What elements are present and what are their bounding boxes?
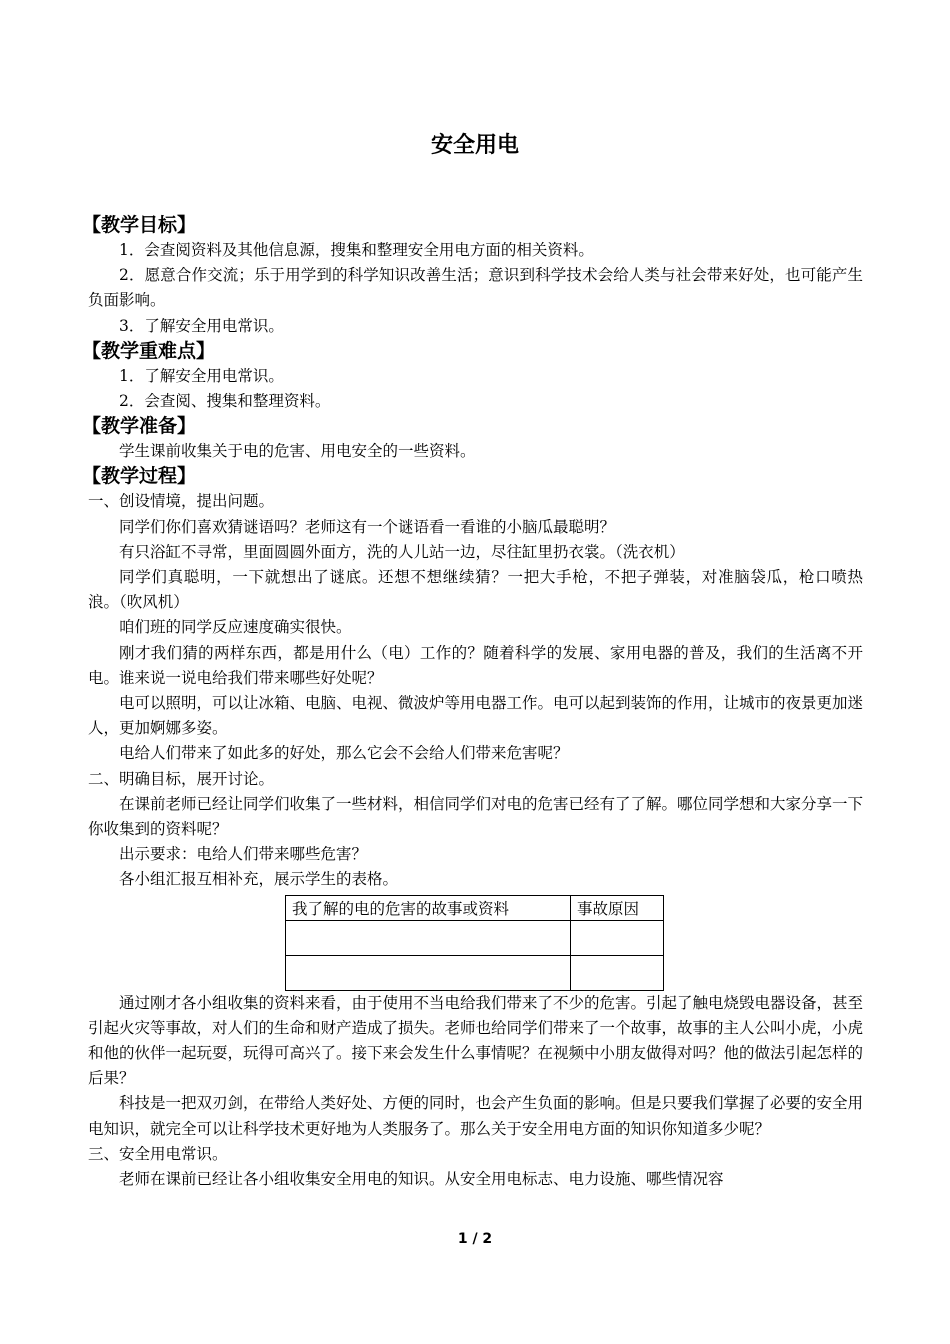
table-row	[286, 920, 664, 955]
paragraph: 科技是一把双刃剑，在带给人类好处、方便的同时，也会产生负面的影响。但是只要我们掌握了必要的安全用电知识，就完全可以让科学技术更好地为人类服务了。那么关于安全用电方面的知识你知道多少呢？	[88, 1094, 864, 1138]
section-heading-preparation: 【教学准备】	[82, 415, 197, 438]
paragraph: 同学们你们喜欢猜谜语吗？老师这有一个谜语看一看谁的小脑瓜最聪明？	[119, 517, 616, 536]
document-body	[82, 213, 864, 1192]
page-number: 1 / 2	[457, 1231, 493, 1247]
table-row	[286, 955, 664, 990]
table-cell	[571, 955, 664, 990]
key-point-item: 1．了解安全用电常识。	[119, 366, 284, 385]
paragraph: 电可以照明，可以让冰箱、电脑、电视、微波炉等用电器工作。电可以起到装饰的作用，让城市的夜景更加迷人，更加婀娜多姿。	[88, 694, 864, 738]
section-heading-key-points: 【教学重难点】	[82, 339, 216, 362]
danger-story-table	[285, 895, 664, 991]
page-title: 安全用电	[430, 133, 519, 158]
key-point-item: 2．会查阅、搜集和整理资料。	[119, 392, 331, 411]
goal-item: 2．愿意合作交流；乐于用学到的科学知识改善生活；意识到科学技术会给人类与社会带来好处，也可能产生负面影响。	[88, 266, 863, 310]
part1-title: 一、创设情境，提出问题。	[88, 492, 275, 511]
goal-item: 1．会查阅资料及其他信息源，搜集和整理安全用电方面的相关资料。	[119, 241, 594, 259]
paragraph: 电给人们带来了如此多的好处，那么它会不会给人们带来危害呢？	[119, 744, 569, 763]
section-heading-process: 【教学过程】	[82, 465, 197, 488]
section-heading-goals: 【教学目标】	[82, 214, 197, 236]
table-header-row	[286, 895, 664, 920]
table-header-story: 我了解的电的危害的故事或资料	[286, 895, 571, 920]
paragraph: 咱们班的同学反应速度确实很快。	[119, 618, 352, 637]
paragraph: 同学们真聪明，一下就想出了谜底。还想不想继续猜？一把大手枪，不把子弹装，对准脑袋瓜，枪口喷热浪。（吹风机）	[88, 568, 863, 612]
paragraph: 有只浴缸不寻常，里面圆圆外面方，洗的人儿站一边，尽往缸里扔衣裳。（洗衣机）	[119, 542, 685, 561]
part2-title: 二、明确目标，展开讨论。	[88, 769, 275, 788]
table-header-cause: 事故原因	[571, 895, 664, 920]
paragraph: 各小组汇报互相补充，展示学生的表格。	[119, 870, 399, 889]
paragraph: 刚才我们猜的两样东西，都是用什么（电）工作的？随着科学的发展、家用电器的普及，我们的生活离不开电。谁来说一说电给我们带来哪些好处呢？	[88, 643, 863, 687]
goal-item: 3．了解安全用电常识。	[119, 316, 284, 335]
table-cell	[571, 920, 664, 955]
paragraph: 出示要求：电给人们带来哪些危害？	[119, 845, 368, 864]
paragraph: 通过刚才各小组收集的资料来看，由于使用不当电给我们带来了不少的危害。引起了触电烧毁电器设备，甚至引起火灾等事故，对人们的生命和财产造成了损失。老师也给同学们带来了一个故事，故事的主人公叫小虎，小虎和他的伙伴一起玩耍，玩得可高兴了。接下来会发生什么事情呢？在视频中小朋友做得对吗？他的做法引起怎样的后果？	[88, 993, 864, 1088]
paragraph: 老师在课前已经让各小组收集安全用电的知识。从安全用电标志、电力设施、哪些情况容	[119, 1170, 724, 1189]
part3-title: 三、安全用电常识。	[88, 1144, 228, 1163]
table-cell	[286, 920, 571, 955]
paragraph: 在课前老师已经让同学们收集了一些材料，相信同学们对电的危害已经有了了解。哪位同学想和大家分享一下你收集到的资料呢？	[88, 794, 864, 839]
table-cell	[286, 955, 571, 990]
preparation-item: 学生课前收集关于电的危害、用电安全的一些资料。	[119, 442, 476, 461]
